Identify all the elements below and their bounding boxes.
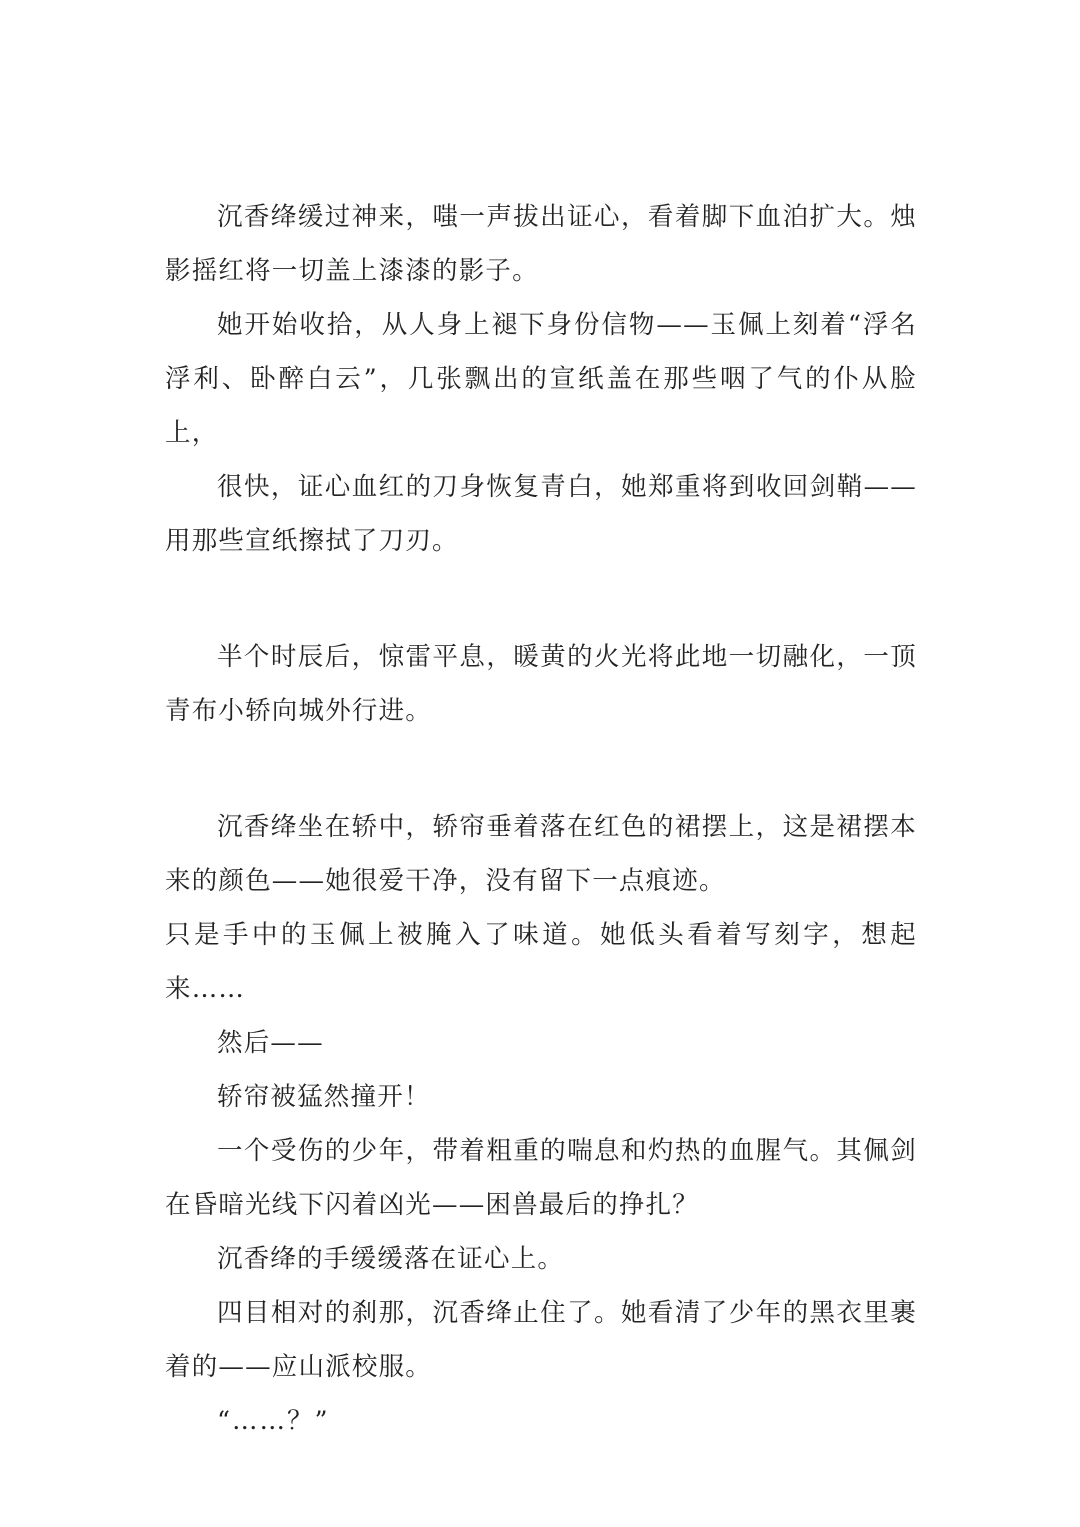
paragraph-1: 沉香绛缓过神来，嗤一声拔出证心，看着脚下血泊扩大。烛影摇红将一切盖上漆漆的影子。 bbox=[165, 202, 917, 286]
story-text bbox=[165, 190, 917, 1448]
section-gap bbox=[165, 568, 917, 630]
paragraph-11: 四目相对的刹那，沉香绛止住了。她看清了少年的黑衣里裹着的——应山派校服。 bbox=[165, 1298, 917, 1382]
paragraph-9: 一个受伤的少年，带着粗重的喘息和灼热的血腥气。其佩剑在昏暗光线下闪着凶光——困兽最后的挣扎？ bbox=[165, 1136, 917, 1220]
paragraph-2: 她开始收拾，从人身上褪下身份信物——玉佩上刻着“浮名浮利、卧醉白云”，几张飘出的宣纸盖在那些咽了气的仆从脸上， bbox=[165, 310, 917, 448]
paragraph-4: 半个时辰后，惊雷平息，暖黄的火光将此地一切融化，一顶青布小轿向城外行进。 bbox=[165, 642, 917, 726]
paragraph-12: “……？” bbox=[217, 1406, 330, 1436]
paragraph-3: 很快，证心血红的刀身恢复青白，她郑重将到收回剑鞘——用那些宣纸擦拭了刀刃。 bbox=[165, 472, 917, 556]
paragraph-10: 沉香绛的手缓缓落在证心上。 bbox=[217, 1244, 565, 1274]
section-gap bbox=[165, 738, 917, 800]
paragraph-5: 沉香绛坐在轿中，轿帘垂着落在红色的裙摆上，这是裙摆本来的颜色——她很爱干净，没有留下一点痕迹。 bbox=[165, 812, 917, 896]
paragraph-7: 然后—— bbox=[217, 1028, 324, 1058]
paragraph-8: 轿帘被猛然撞开！ bbox=[217, 1082, 431, 1112]
paragraph-6: 只是手中的玉佩上被腌入了味道。她低头看着写刻字，想起来…… bbox=[165, 920, 917, 1004]
